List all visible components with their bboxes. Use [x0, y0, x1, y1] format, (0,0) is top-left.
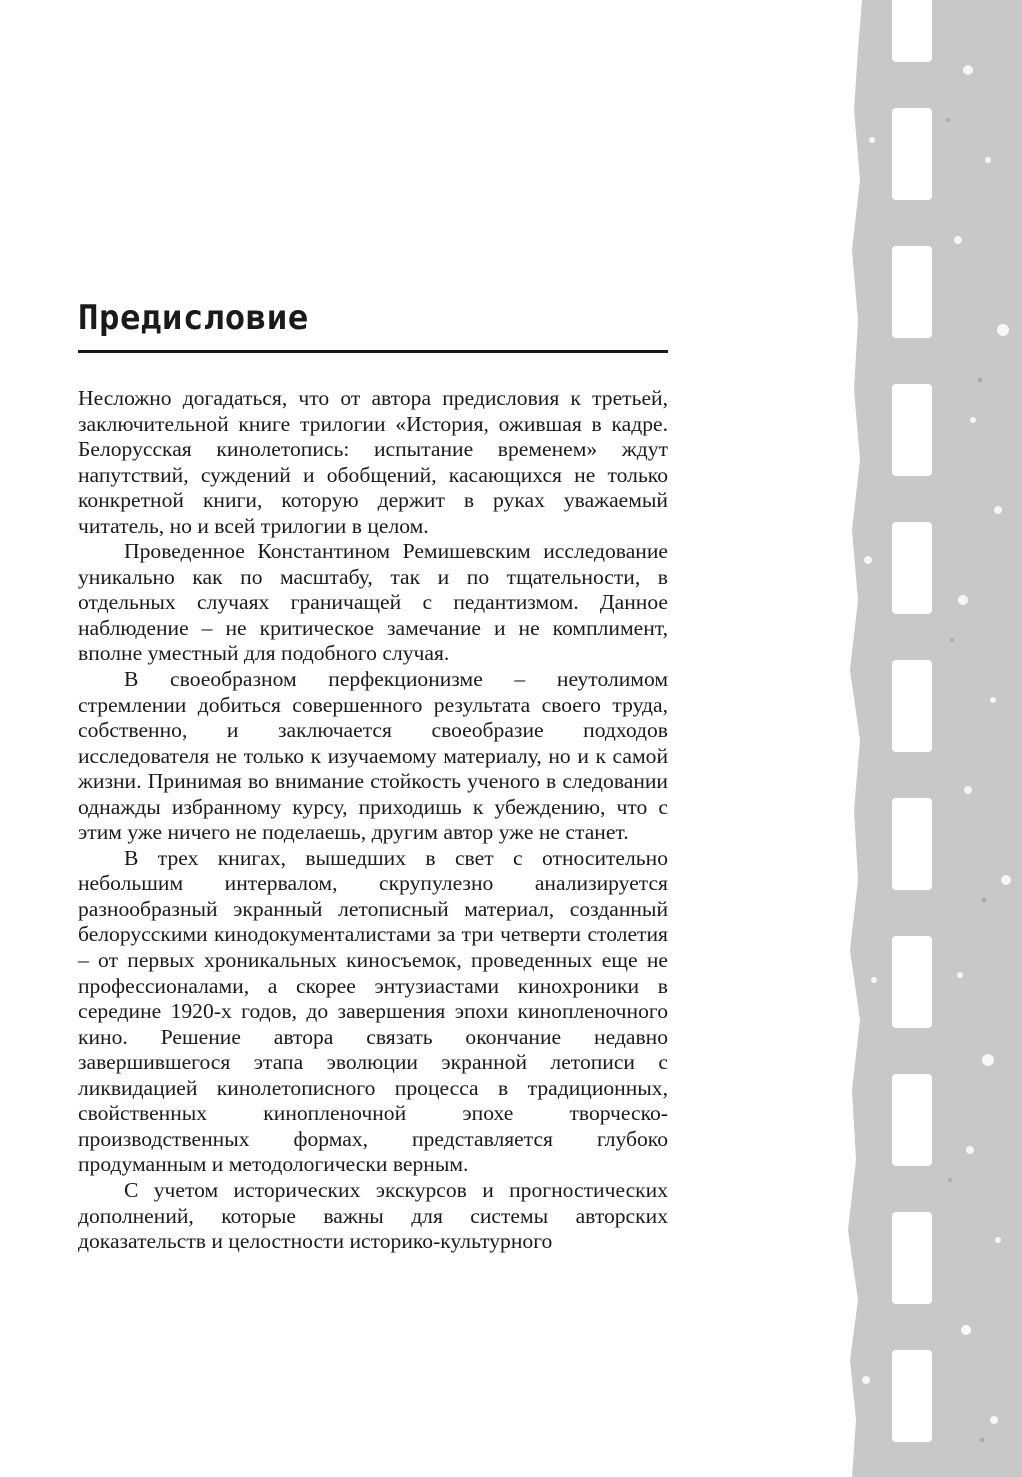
page-title: Предисловие	[78, 298, 309, 338]
paragraph: С учетом исторических экскурсов и прогностических дополнений, которые важны для системы авторских доказательств и целостности историко-культурного	[78, 1177, 668, 1254]
paragraph: Проведенное Константином Ремишевским исследование уникально как по масштабу, так и по тщательности, в отдельных случаях граничащей с педантизмом. Данное наблюдение – не критическое замечание и не комплимент, вполне уместный для подобного случая.	[78, 539, 668, 666]
paragraph: В своеобразном перфекционизме – неутолимом стремлении добиться совершенного результата своего труда, собственно, и заключается своеобразие подходов исследователя не только к изучаемому материалу, но и к самой жизни. Принимая во внимание стойкость ученого в следовании однажды избранному курсу, приходишь к убеждению, что с этим уже ничего не поделаешь, другим автор уже не станет.	[78, 667, 668, 845]
film-strip-body	[848, 0, 1022, 1477]
preface-body	[78, 386, 668, 1255]
film-strip-decoration	[848, 0, 1022, 1477]
title-divider	[78, 350, 668, 353]
paragraph: В трех книгах, вышедших в свет с относительно небольшим интервалом, скрупулезно анализируется разнообразный экранный летописный материал, созданный белорусскими кинодокументалистами за три четверти столетия – от первых хроникальных киносъемок, проведенных еще не профессионалами, а скорее энтузиастами кинохроники в середине 1920-х годов, до завершения эпохи кинопленочного кино. Решение автора связать окончание недавно завершившегося этапа эволюции экранной летописи с ликвидацией кинолетописного процесса в традиционных, свойственных кинопленочной эпохе творческо-производственных формах, представляется глубоко продуманным и методологически верным.	[78, 845, 668, 1177]
paragraph: Несложно догадаться, что от автора предисловия к третьей, заключительной книге трилогии «История, ожившая в кадре. Белорусская кинолетопись: испытание временем» ждут напутствий, суждений и обобщений, касающихся не только конкретной книги, которую держит в руках уважаемый читатель, но и всей трилогии в целом.	[78, 386, 668, 538]
